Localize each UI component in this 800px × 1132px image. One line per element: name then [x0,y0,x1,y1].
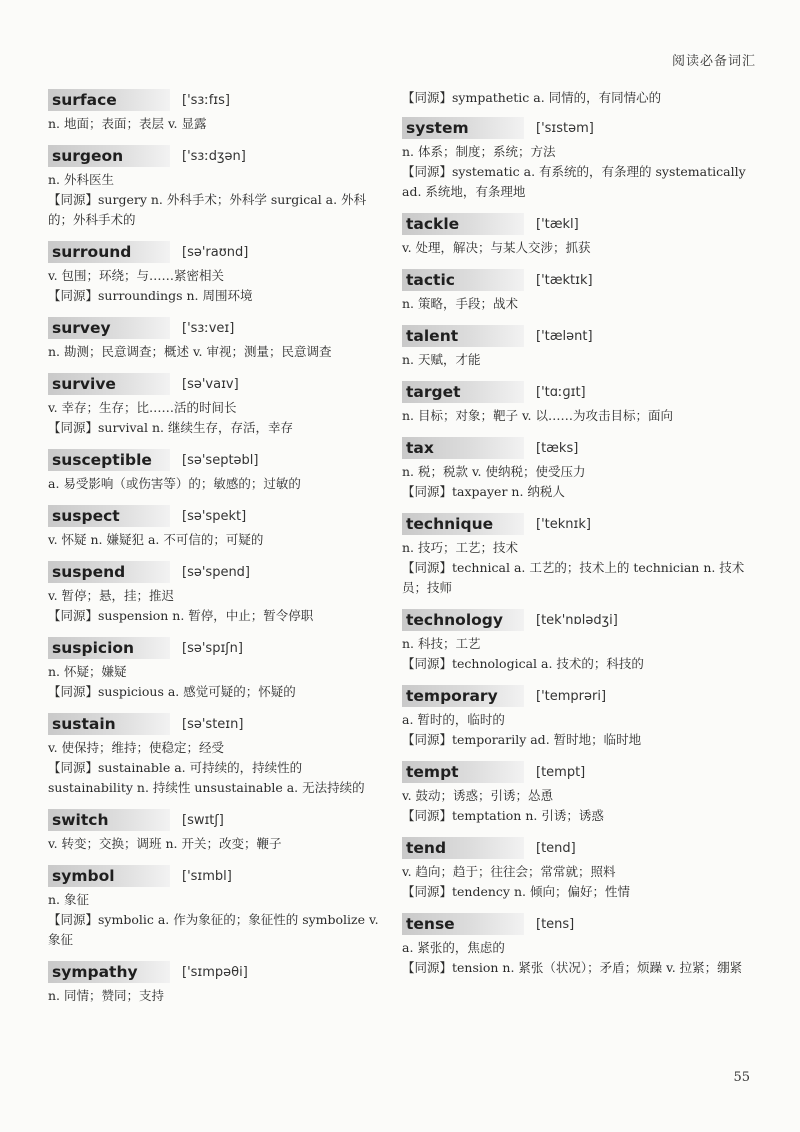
headword-row [48,240,388,264]
phonetic: ['sɪstəm] [536,120,594,136]
headword: tend [402,837,524,859]
vocab-entry-survey [48,316,388,362]
headword-row [402,836,752,860]
definition: v. 处理，解决；与某人交涉；抓获 [402,240,591,255]
headword-row [48,316,388,340]
vocab-entry-switch [48,808,388,854]
headword: tackle [402,213,524,235]
headword: tax [402,437,524,459]
related-words: 【同源】suspicious a. 感觉可疑的；怀疑的 [48,684,296,699]
definition: n. 体系；制度；系统；方法 [402,144,556,159]
headword: temporary [402,685,524,707]
vocab-entry-target [402,380,752,426]
related-words: 【同源】temporarily ad. 暂时地；临时地 [402,732,642,747]
headword-row [402,116,752,140]
headword-row [402,684,752,708]
definition: n. 外科医生 [48,172,114,187]
headword: surface [48,89,170,111]
phonetic: [sə'steɪn] [182,716,244,732]
vocab-entry-technique [402,512,752,598]
headword-row [48,144,388,168]
headword-row [48,448,388,472]
definition: n. 策略，手段；战术 [402,296,518,311]
phonetic: ['sɜːveɪ] [182,320,235,336]
headword-row [48,504,388,528]
vocab-entry-technology [402,608,752,674]
phonetic: [sə'raʊnd] [182,244,249,260]
headword-row [402,760,752,784]
phonetic: ['tɑːɡɪt] [536,384,586,400]
phonetic: ['sɪmbl] [182,868,232,884]
definition: n. 象征 [48,892,89,907]
vocab-entry-suspend [48,560,388,626]
headword: survive [48,373,170,395]
definition: n. 怀疑；嫌疑 [48,664,127,679]
headword: suspicion [48,637,170,659]
headword: technique [402,513,524,535]
vocab-entry-susceptible [48,448,388,494]
headword: system [402,117,524,139]
definition: v. 幸存；生存；比……活的时间长 [48,400,237,415]
definition: n. 同情；赞同；支持 [48,988,164,1003]
related-words: 【同源】suspension n. 暂停，中止；暂令停职 [48,608,314,623]
phonetic: ['teknɪk] [536,516,591,532]
phonetic: [sə'spend] [182,564,251,580]
definition: a. 紧张的，焦虑的 [402,940,505,955]
headword: suspend [48,561,170,583]
phonetic: ['sɜːfɪs] [182,92,230,108]
phonetic: [sə'septəbl] [182,452,259,468]
related-words: 【同源】technical a. 工艺的；技术上的 technician n. 技术员；技师 [402,560,745,595]
headword-row [48,864,388,888]
vocab-entry-surround [48,240,388,306]
definition: v. 鼓动；诱惑；引诱；怂恿 [402,788,554,803]
phonetic: ['tækl] [536,216,579,232]
vocab-entry-system [402,116,752,202]
vocab-entry-talent [402,324,752,370]
vocab-entry-tempt [402,760,752,826]
headword-row [402,912,752,936]
phonetic: [tempt] [536,764,586,780]
phonetic: [tek'nɒlədʒi] [536,612,618,628]
headword: symbol [48,865,170,887]
vocab-entry-tactic [402,268,752,314]
phonetic: ['temprəri] [536,688,607,704]
related-words: 【同源】temptation n. 引诱；诱惑 [402,808,604,823]
definition: n. 技巧；工艺；技术 [402,540,518,555]
phonetic: ['sɪmpəθi] [182,964,248,980]
related-words: 【同源】surroundings n. 周围环境 [48,288,253,303]
phonetic: [sə'spɪʃn] [182,640,243,656]
phonetic: [tens] [536,916,575,932]
definition: n. 税；税款 v. 使纳税；使受压力 [402,464,586,479]
vocab-entry-tackle [402,212,752,258]
related-words: 【同源】tension n. 紧张（状况）；矛盾；烦躁 v. 拉紧；绷紧 [402,960,743,975]
phonetic: ['tælənt] [536,328,593,344]
definition: a. 暂时的，临时的 [402,712,505,727]
headword-row [48,712,388,736]
definition: v. 使保持；维持；使稳定；经受 [48,740,225,755]
phonetic: ['tæktɪk] [536,272,593,288]
vocab-entry-suspicion [48,636,388,702]
headword-row [402,212,752,236]
headword: surgeon [48,145,170,167]
related-words: 【同源】sustainable a. 可持续的，持续性的 sustainability n. 持续性 unsustainable a. 无法持续的 [48,760,365,795]
vocab-entry-surface [48,88,388,134]
headword-row [48,560,388,584]
definition: a. 易受影响（或伤害等）的；敏感的；过敏的 [48,476,301,491]
headword: sustain [48,713,170,735]
definition: v. 暂停；悬，挂；推迟 [48,588,175,603]
definition: n. 目标；对象；靶子 v. 以……为攻击目标；面向 [402,408,673,423]
orphan-line: 【同源】sympathetic a. 同情的，有同情心的 [402,90,662,105]
vocab-entry-survive [48,372,388,438]
headword: tense [402,913,524,935]
headword-row [48,636,388,660]
headword: talent [402,325,524,347]
headword-row [402,324,752,348]
related-words: 【同源】survival n. 继续生存，存活，幸存 [48,420,293,435]
vocab-entry-symbol [48,864,388,950]
headword-row [48,960,388,984]
headword-row [402,436,752,460]
phonetic: [tend] [536,840,576,856]
headword: susceptible [48,449,170,471]
headword-row [402,380,752,404]
running-header: 阅读必备词汇 [671,54,756,69]
phonetic: [sə'spekt] [182,508,247,524]
related-words: 【同源】tendency n. 倾向；偏好；性情 [402,884,630,899]
headword: target [402,381,524,403]
definition: n. 科技；工艺 [402,636,481,651]
phonetic: [swɪtʃ] [182,812,224,828]
headword-row [48,808,388,832]
vocab-entry-temporary [402,684,752,750]
headword-row [402,512,752,536]
related-words: 【同源】taxpayer n. 纳税人 [402,484,565,499]
phonetic: [sə'vaɪv] [182,376,239,392]
phonetic: ['sɜːdʒən] [182,148,246,164]
vocab-entry-tense [402,912,752,978]
related-words: 【同源】surgery n. 外科手术；外科学 surgical a. 外科的；外科手术的 [48,192,367,227]
headword-row [402,608,752,632]
definition: v. 包围；环绕；与……紧密相关 [48,268,225,283]
headword: technology [402,609,524,631]
vocab-entry-sympathy [48,960,388,1006]
headword: switch [48,809,170,831]
headword-row [48,372,388,396]
headword: sympathy [48,961,170,983]
definition: n. 天赋，才能 [402,352,481,367]
left-column [48,88,388,1016]
headword: tempt [402,761,524,783]
related-words: 【同源】technological a. 技术的；科技的 [402,656,644,671]
headword: surround [48,241,170,263]
vocab-entry-suspect [48,504,388,550]
headword: tactic [402,269,524,291]
headword-row [402,268,752,292]
vocab-entry-sustain [48,712,388,798]
definition: v. 怀疑 n. 嫌疑犯 a. 不可信的；可疑的 [48,532,264,547]
definition: v. 转变；交换；调班 n. 开关；改变；鞭子 [48,836,282,851]
vocab-entry-tax [402,436,752,502]
headword-row [48,88,388,112]
headword: survey [48,317,170,339]
headword: suspect [48,505,170,527]
related-words: 【同源】systematic a. 有系统的，有条理的 systematically ad. 系统地，有条理地 [402,164,746,199]
definition: v. 趋向；趋于；往往会；常常就；照料 [402,864,616,879]
related-words: 【同源】symbolic a. 作为象征的；象征性的 symbolize v. 象征 [48,912,379,947]
definition: n. 勘测；民意调查；概述 v. 审视；测量；民意调查 [48,344,332,359]
vocab-entry-tend [402,836,752,902]
right-column [402,88,752,988]
phonetic: [tæks] [536,440,579,456]
vocab-entry-surgeon [48,144,388,230]
definition: n. 地面；表面；表层 v. 显露 [48,116,207,131]
page-number: 55 [733,1070,750,1085]
